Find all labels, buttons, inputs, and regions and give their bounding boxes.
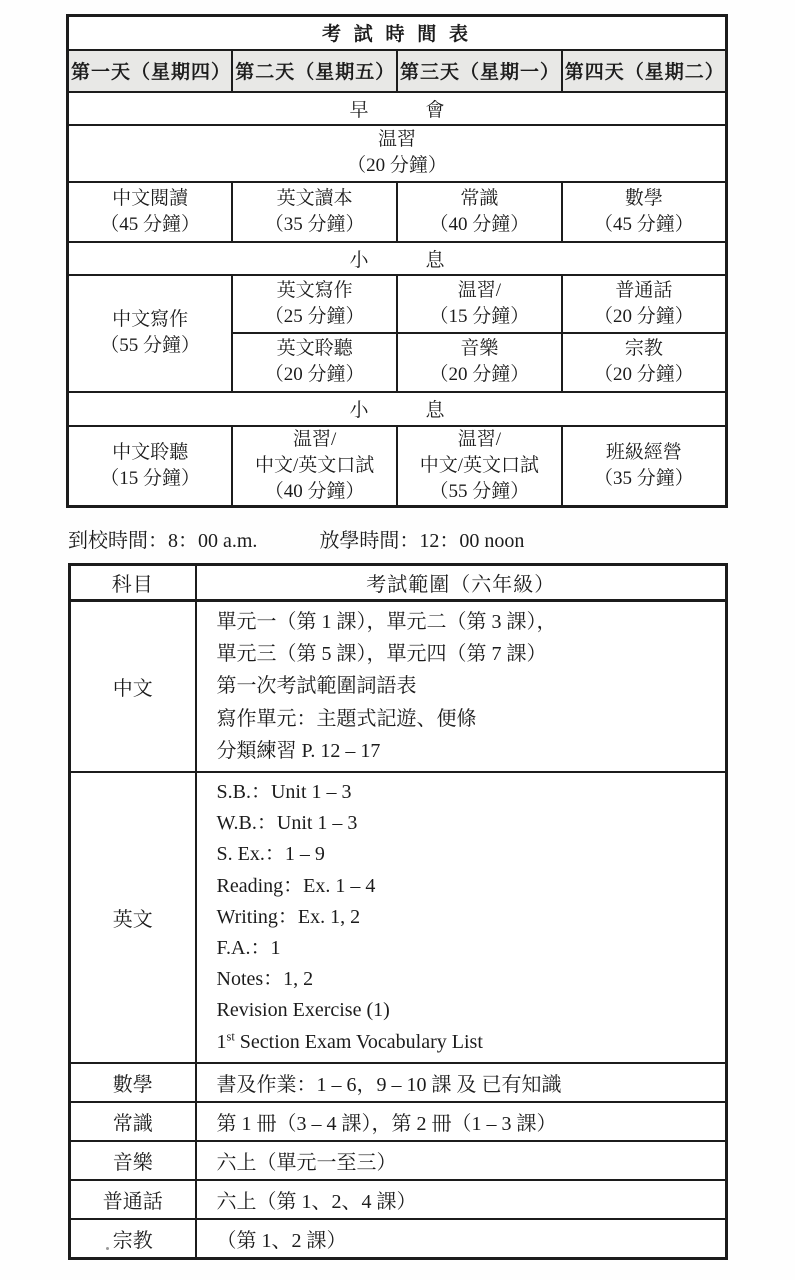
exam-scope-table (68, 563, 728, 1260)
subject-label-general-studies: 常識 (70, 1102, 196, 1141)
scope-header-row (70, 565, 727, 601)
day-header-4: 第四天（星期二） (562, 50, 727, 92)
vocab-line-text: Section Exam Vocabulary List (234, 1030, 483, 1053)
cell-chinese-reading (68, 182, 233, 242)
scope-row-general-studies (70, 1102, 727, 1141)
cell-revision-oral-40 (232, 426, 397, 507)
subject-name: 温習/ (457, 279, 502, 301)
subject-name: 中文寫作 (112, 309, 189, 330)
scope-row-maths (70, 1063, 727, 1102)
day-header-3: 第三天（星期一） (397, 50, 562, 92)
period1-row (68, 182, 727, 242)
subject-name: 温習/ (457, 428, 502, 450)
scope-header-range: 考試範圍（六年級） (196, 565, 727, 601)
scope-line: 寫作單元：主題式記遊、便條 (216, 707, 477, 730)
subject-name: 宗教 (624, 338, 663, 359)
scope-content-chinese (196, 601, 727, 773)
subject-duration: （20 分鐘） (593, 305, 694, 327)
recess-cell-1: 小 息 (68, 242, 727, 275)
morning-assembly-cell: 早 會 (68, 92, 727, 125)
subject-label-music: 音樂 (70, 1141, 196, 1180)
scope-header-subject: 科目 (70, 565, 196, 601)
recess-cell-2: 小 息 (68, 392, 727, 426)
subject-label-english: 英文 (70, 772, 196, 1063)
scope-row-english (70, 772, 727, 1063)
subject-name: 數學 (624, 187, 663, 209)
subject-duration: （20 分鐘） (264, 364, 365, 385)
subject-duration: （15 分鐘） (429, 305, 530, 327)
subject-duration: （20 分鐘） (429, 364, 530, 385)
cell-putonghua (562, 275, 727, 333)
subject-label-religion: 宗教 (70, 1219, 196, 1259)
scope-line: Revision Exercise (1) (216, 999, 390, 1022)
scope-line: S. Ex.：1 – 9 (216, 843, 325, 866)
cell-english-writing (232, 275, 397, 333)
cell-religion (562, 333, 727, 392)
subject-name: 普通話 (615, 279, 673, 301)
recess-row-1 (68, 242, 727, 275)
subject-name: 班級經營 (605, 441, 682, 463)
subject-duration: （35 分鐘） (264, 213, 365, 235)
period2-top-row (68, 275, 727, 333)
subject-name: 音樂 (460, 338, 499, 359)
timetable-title: 考 試 時 間 表 (68, 16, 727, 50)
subject-label-chinese: 中文 (70, 601, 196, 773)
scope-line: 單元一（第 1 課），單元二（第 3 課）， (216, 611, 557, 633)
revision-cell (68, 125, 727, 182)
scope-line-vocab (217, 1027, 718, 1058)
scope-row-religion (70, 1219, 727, 1259)
scope-content-music: 六上（單元一至三） (196, 1141, 727, 1180)
cell-mathematics (562, 182, 727, 242)
cell-english-listening (232, 333, 397, 392)
cell-music (397, 333, 562, 392)
subject-duration: （40 分鐘） (264, 480, 365, 502)
subject-duration: （20 分鐘） (593, 364, 694, 385)
subject-name: 常識 (460, 187, 499, 209)
school-times-line (68, 524, 728, 553)
subject-duration: （35 分鐘） (593, 467, 694, 489)
subject-name: 英文寫作 (276, 279, 353, 301)
scope-content-maths: 書及作業：1 – 6，9 – 10 課 及 已有知識 (196, 1063, 727, 1102)
subject-name: 英文讀本 (276, 187, 353, 209)
cell-chinese-listening (68, 426, 233, 507)
scope-line: 第一次考試範圍詞語表 (216, 675, 417, 698)
subject-duration: （25 分鐘） (264, 305, 365, 327)
subject-name: 中文閱讀 (112, 187, 189, 209)
scope-line: Notes：1, 2 (216, 968, 314, 991)
cell-revision-15 (397, 275, 562, 333)
scope-line: 單元三（第 5 課），單元四（第 7 課） (216, 643, 547, 666)
scope-content-putonghua: 六上（第 1、2、4 課） (196, 1180, 727, 1219)
subject-duration: （40 分鐘） (429, 213, 530, 235)
subject-label-maths: 數學 (70, 1063, 196, 1102)
subject-name: 中文/英文口試 (419, 454, 540, 476)
scope-row-chinese (70, 601, 727, 773)
scope-line: W.B.：Unit 1 – 3 (216, 812, 358, 835)
day-header-2: 第二天（星期五） (232, 50, 397, 92)
exam-timetable-table (66, 14, 728, 508)
scope-line: S.B.：Unit 1 – 3 (216, 781, 352, 804)
timetable-title-row (68, 16, 727, 50)
subject-duration: （45 分鐘） (100, 213, 200, 235)
scope-line: F.A.：1 (216, 937, 281, 960)
period3-row (68, 426, 727, 507)
subject-label-putonghua: 普通話 (70, 1180, 196, 1219)
cell-revision-oral-55 (397, 426, 562, 507)
scope-content-religion: （第 1、2 課） (196, 1219, 727, 1259)
subject-name: 温習/ (292, 428, 337, 450)
scope-line: 分類練習 P. 12 – 17 (216, 739, 381, 762)
dismissal-time-text: 放學時間：12：00 noon (319, 530, 525, 552)
day-header-1: 第一天（星期四） (68, 50, 233, 92)
scope-line: Writing：Ex. 1, 2 (216, 905, 361, 928)
revision-row (68, 125, 727, 182)
cell-english-reader (232, 182, 397, 242)
scope-line: Reading：Ex. 1 – 4 (216, 874, 376, 897)
scope-content-general-studies: 第 1 冊（3 – 4 課），第 2 冊（1 – 3 課） (196, 1102, 727, 1141)
cell-chinese-writing (68, 275, 233, 392)
vocab-ordinal-suffix: st (226, 1028, 235, 1043)
subject-duration: （55 分鐘） (100, 335, 200, 356)
cell-class-management (562, 426, 727, 507)
recess-row-2 (68, 392, 727, 426)
revision-name: 温習 (377, 129, 416, 150)
subject-duration: （15 分鐘） (100, 467, 200, 489)
scope-row-putonghua (70, 1180, 727, 1219)
revision-duration: （20 分鐘） (347, 155, 447, 176)
subject-duration: （55 分鐘） (429, 480, 530, 502)
subject-name: 中文聆聽 (112, 441, 189, 463)
day-header-row (68, 50, 727, 92)
morning-assembly-row (68, 92, 727, 125)
arrival-time-text: 到校時間：8：00 a.m. (68, 530, 258, 552)
scan-artifact-dot (106, 1247, 109, 1250)
cell-general-studies (397, 182, 562, 242)
scope-content-english (196, 772, 727, 1063)
subject-name: 英文聆聽 (276, 338, 353, 359)
scope-row-music (70, 1141, 727, 1180)
subject-duration: （45 分鐘） (593, 213, 694, 235)
subject-name: 中文/英文口試 (254, 454, 375, 476)
vocab-ordinal-number: 1 (216, 1030, 227, 1053)
